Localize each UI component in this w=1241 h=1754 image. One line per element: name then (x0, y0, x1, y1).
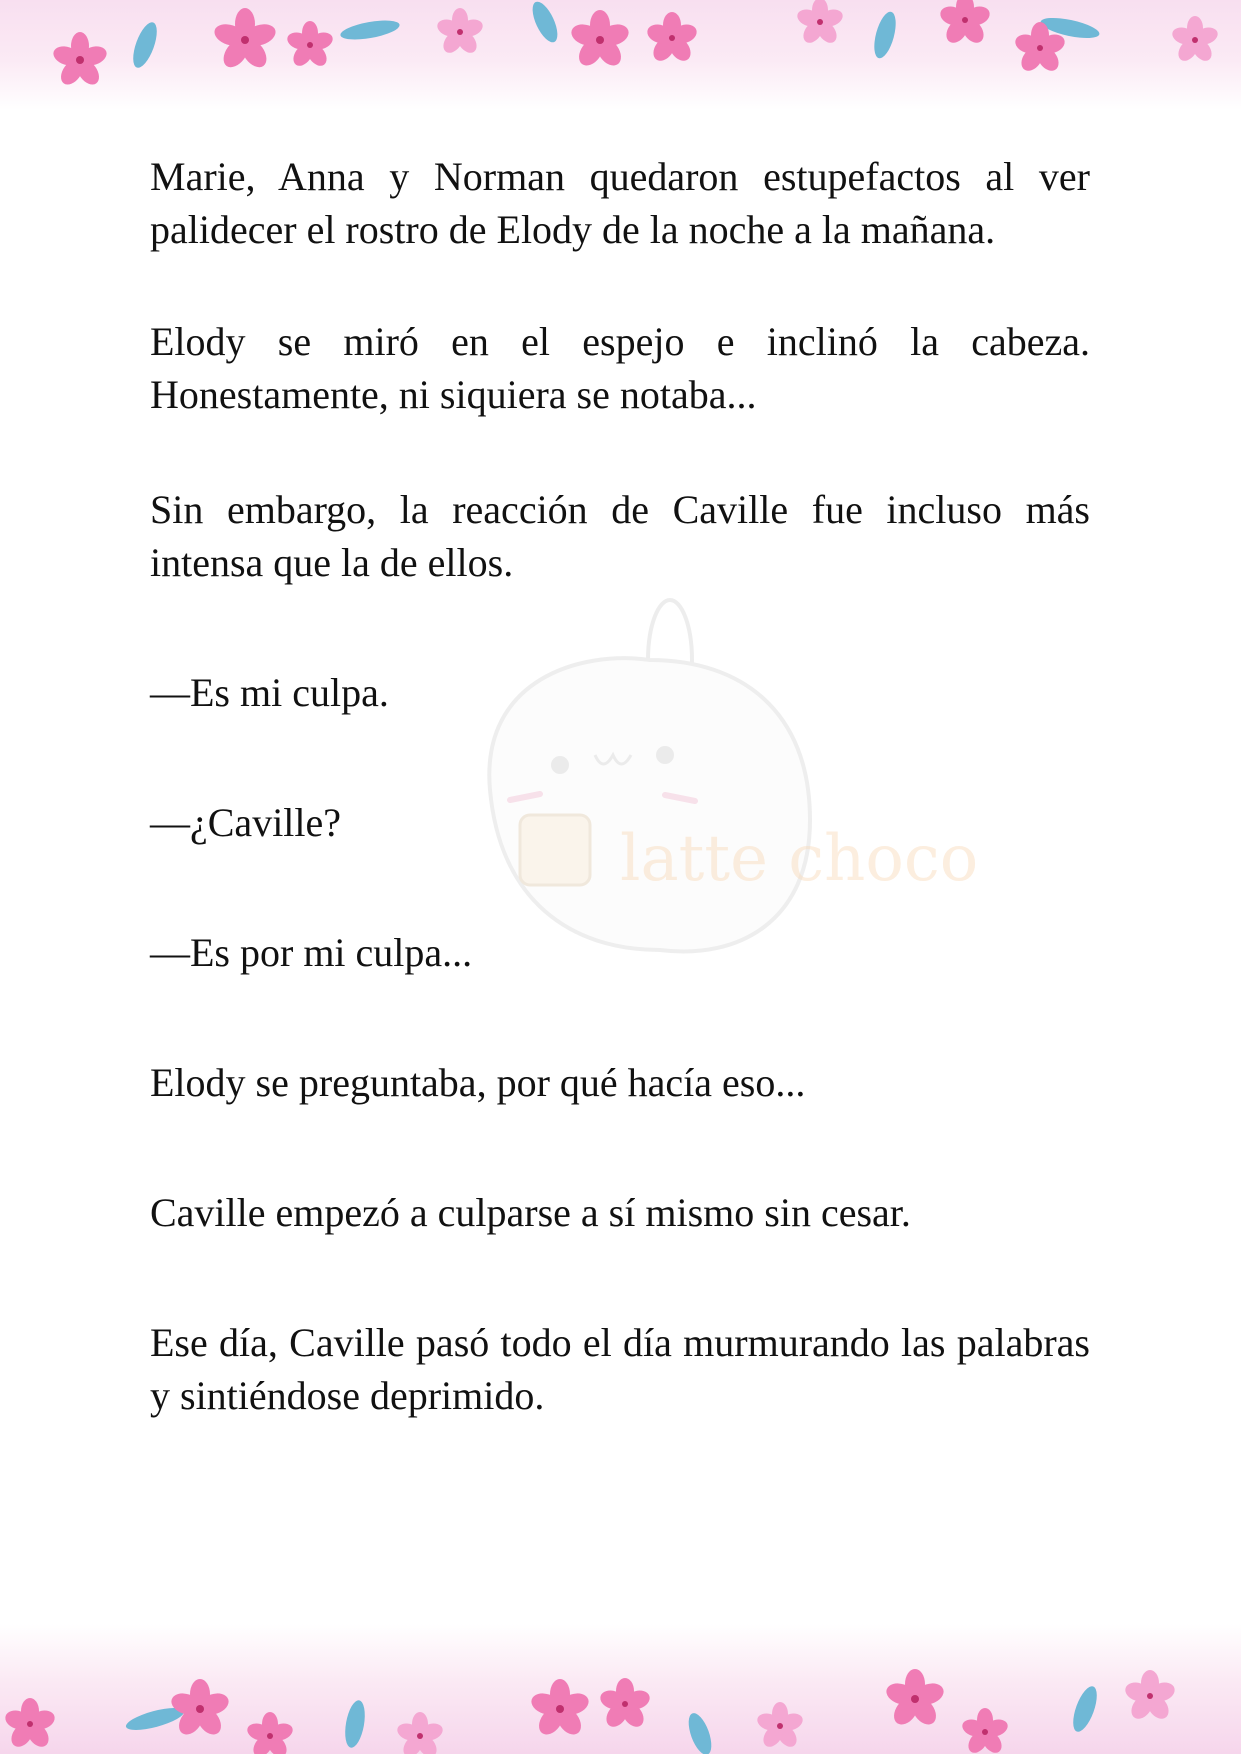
flower-border-bottom (0, 1624, 1241, 1754)
flower-icon (938, 0, 992, 47)
flower-icon (645, 12, 699, 65)
flower-icon (1170, 16, 1220, 64)
flower-border-bottom-art (0, 1624, 1241, 1754)
paragraph: —Es mi culpa. (150, 670, 389, 715)
paragraph: —Es por mi culpa... (150, 930, 473, 975)
flower-icon (395, 1712, 445, 1754)
flower-icon (212, 8, 279, 72)
flower-icon (529, 1679, 592, 1739)
paragraph: Marie, Anna y Norman quedaron estupefactos al ver palidecer el rostro de Elody de la noche a la mañana. (150, 154, 1100, 252)
flower-icon (435, 8, 485, 56)
paragraph: Ese día, Caville pasó todo el día murmurando las palabras y sintiéndose deprimido. (150, 1320, 1100, 1418)
flower-icon (884, 1669, 947, 1729)
flower-border-top-art (0, 0, 1241, 110)
flower-icon (755, 1702, 805, 1750)
flower-icon (960, 1708, 1010, 1754)
paragraph: Elody se miró en el espejo e inclinó la cabeza. Honestamente, ni siquiera se notaba... (150, 319, 1100, 417)
leaf-icon (684, 1710, 716, 1754)
flower-border-top (0, 0, 1241, 110)
paragraph: —¿Caville? (150, 800, 342, 845)
leaf-icon (870, 9, 900, 60)
flower-icon (169, 1679, 232, 1739)
paragraph: Sin embargo, la reacción de Caville fue incluso más intensa que la de ellos. (150, 487, 1100, 585)
leaf-icon (528, 0, 563, 46)
flower-icon (569, 10, 632, 70)
flower-icon (795, 0, 845, 46)
leaf-icon (342, 1699, 368, 1749)
flower-icon (285, 21, 335, 69)
flower-icon (245, 1712, 295, 1754)
leaf-icon (1068, 1683, 1101, 1734)
flower-icon (51, 32, 109, 89)
page-body (150, 150, 1100, 1422)
paragraph: Caville empezó a culparse a sí mismo sin cesar. (150, 1190, 911, 1235)
leaf-icon (339, 17, 401, 43)
flower-icon (3, 1698, 57, 1751)
flower-icon (1123, 1670, 1177, 1723)
flower-icon (598, 1678, 652, 1731)
leaf-icon (128, 19, 161, 70)
paragraph: Elody se preguntaba, por qué hacía eso... (150, 1060, 806, 1105)
watermark-text: latte choco (620, 822, 979, 896)
